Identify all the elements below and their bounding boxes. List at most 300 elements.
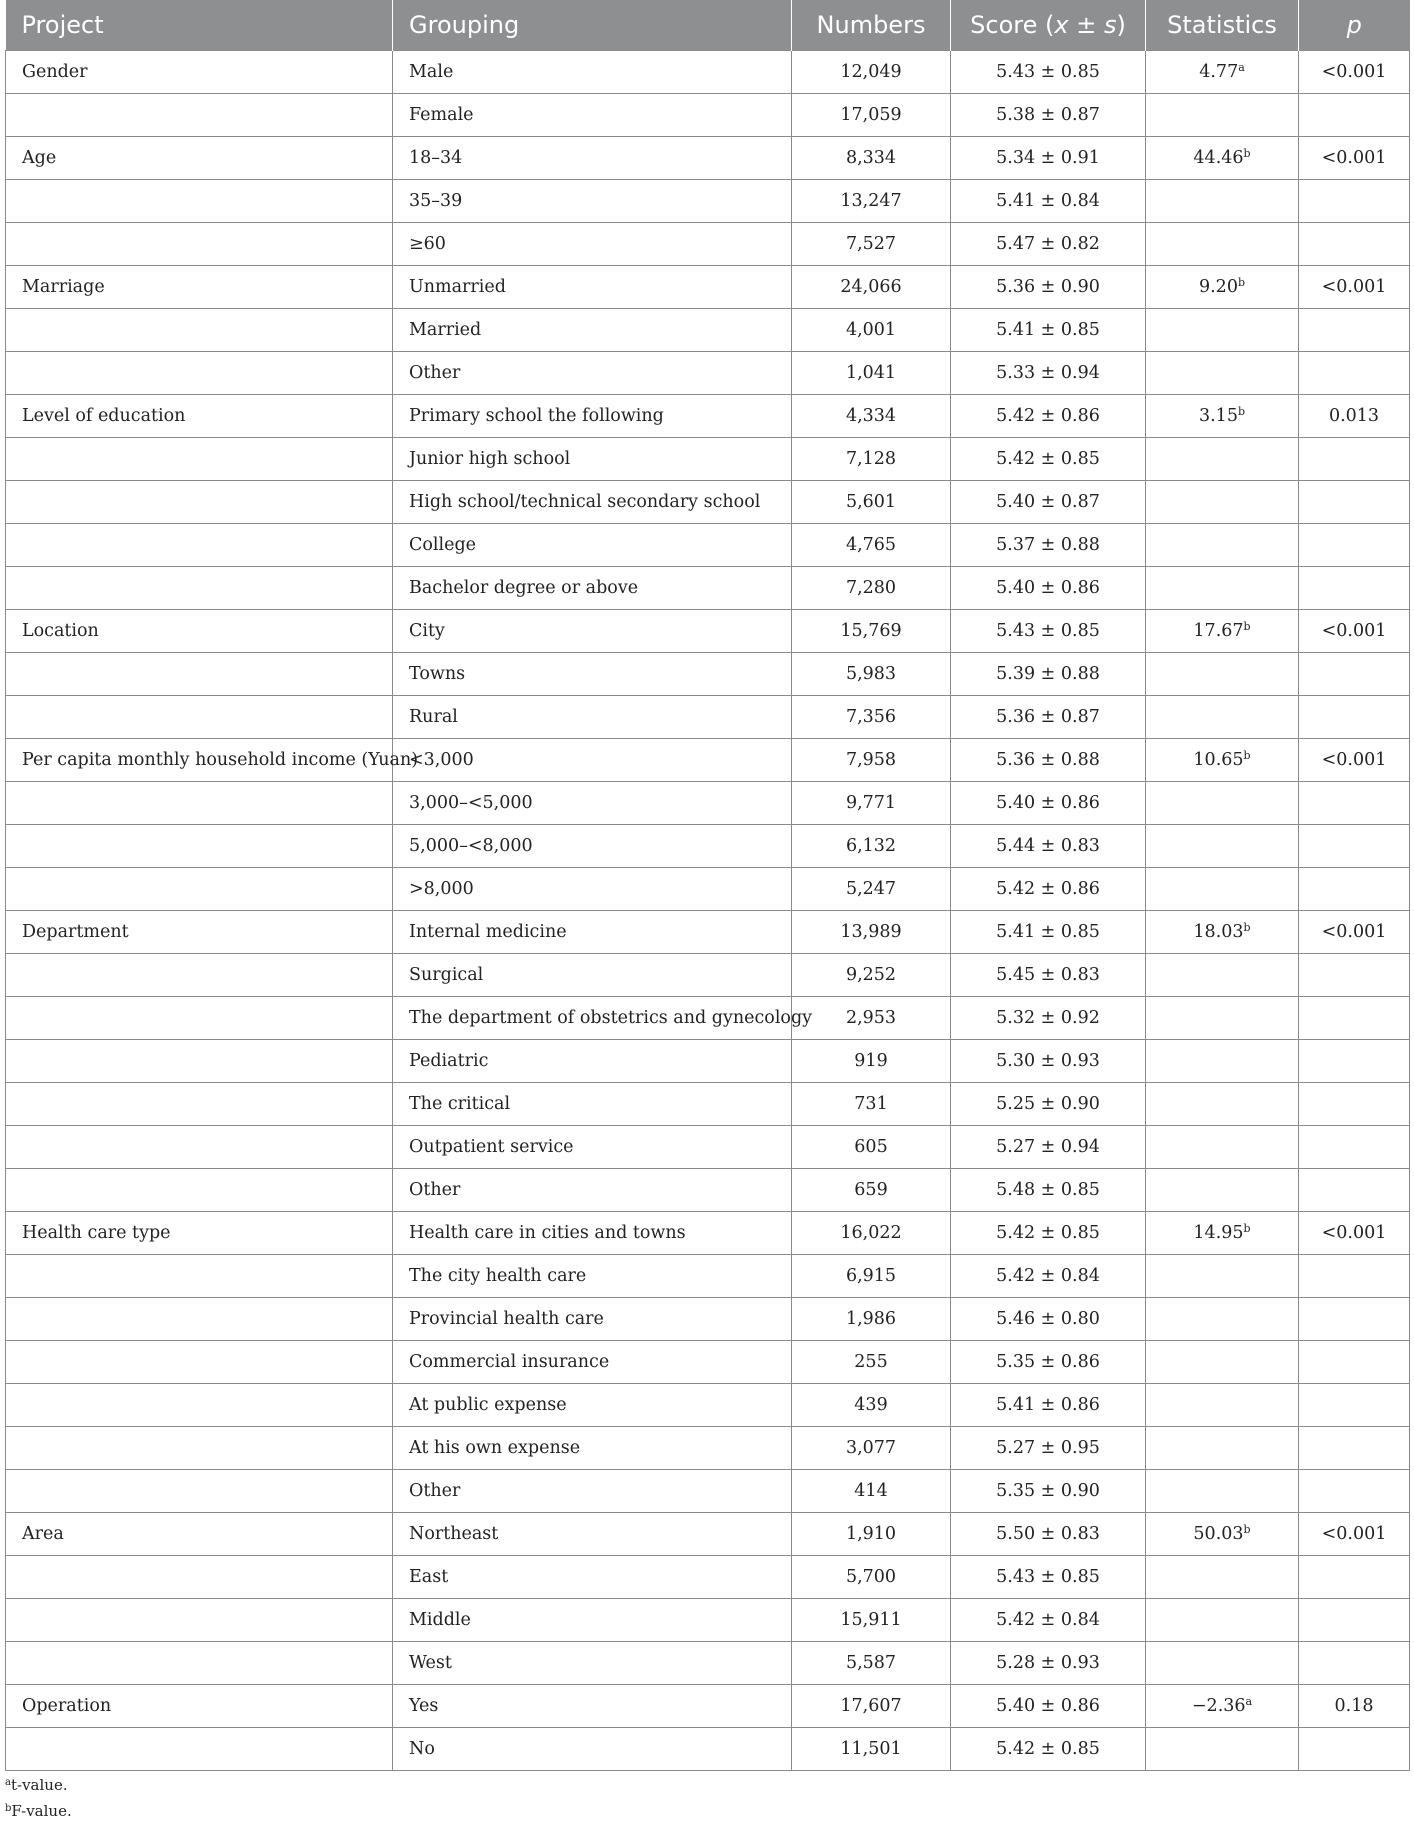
cell-project [6, 782, 393, 825]
cell-project [6, 1298, 393, 1341]
cell-statistics [1146, 1427, 1299, 1470]
cell-project [6, 1083, 393, 1126]
table-row [6, 524, 1410, 567]
cell-numbers: 5,587 [792, 1642, 951, 1685]
cell-p: <0.001 [1299, 610, 1410, 653]
table-row [6, 309, 1410, 352]
cell-p [1299, 954, 1410, 997]
cell-p [1299, 352, 1410, 395]
cell-grouping: East [393, 1556, 792, 1599]
cell-p [1299, 653, 1410, 696]
cell-project: Department [6, 911, 393, 954]
cell-p [1299, 223, 1410, 266]
cell-grouping: The city health care [393, 1255, 792, 1298]
cell-numbers: 5,247 [792, 868, 951, 911]
cell-score: 5.42 ± 0.86 [951, 868, 1146, 911]
cell-grouping: The critical [393, 1083, 792, 1126]
cell-statistics [1146, 1384, 1299, 1427]
cell-p: <0.001 [1299, 1513, 1410, 1556]
cell-project: Age [6, 137, 393, 180]
cell-grouping: 3,000–<5,000 [393, 782, 792, 825]
cell-grouping: Provincial health care [393, 1298, 792, 1341]
table-row [6, 1298, 1410, 1341]
statistics-value: 17.67 [1193, 621, 1244, 641]
cell-statistics [1146, 266, 1299, 309]
cell-grouping: High school/technical secondary school [393, 481, 792, 524]
statistics-value: 44.46 [1193, 148, 1244, 168]
cell-project [6, 1642, 393, 1685]
table-row [6, 1083, 1410, 1126]
cell-p [1299, 94, 1410, 137]
cell-project [6, 438, 393, 481]
statistics-footnote-mark: a [1238, 61, 1245, 74]
cell-score: 5.45 ± 0.83 [951, 954, 1146, 997]
cell-project [6, 352, 393, 395]
cell-numbers: 7,527 [792, 223, 951, 266]
header-grouping: Grouping [393, 0, 792, 51]
statistics-value: 4.77 [1199, 62, 1239, 82]
demographics-score-table [5, 0, 1410, 1771]
cell-grouping: <3,000 [393, 739, 792, 782]
cell-p [1299, 524, 1410, 567]
cell-project [6, 1556, 393, 1599]
cell-statistics [1146, 1083, 1299, 1126]
table-row [6, 266, 1410, 309]
header-score-mid: ± [1068, 11, 1104, 39]
table-row [6, 1728, 1410, 1771]
cell-score: 5.46 ± 0.80 [951, 1298, 1146, 1341]
cell-score: 5.38 ± 0.87 [951, 94, 1146, 137]
cell-score: 5.27 ± 0.95 [951, 1427, 1146, 1470]
cell-score: 5.42 ± 0.86 [951, 395, 1146, 438]
cell-p: 0.013 [1299, 395, 1410, 438]
cell-statistics [1146, 696, 1299, 739]
cell-grouping: The department of obstetrics and gynecology [393, 997, 792, 1040]
cell-numbers: 15,911 [792, 1599, 951, 1642]
cell-statistics [1146, 481, 1299, 524]
table-row [6, 137, 1410, 180]
cell-grouping: Bachelor degree or above [393, 567, 792, 610]
table-row [6, 567, 1410, 610]
cell-score: 5.48 ± 0.85 [951, 1169, 1146, 1212]
table-row [6, 1513, 1410, 1556]
cell-score: 5.43 ± 0.85 [951, 610, 1146, 653]
cell-project: Location [6, 610, 393, 653]
cell-score: 5.32 ± 0.92 [951, 997, 1146, 1040]
cell-score: 5.36 ± 0.87 [951, 696, 1146, 739]
cell-numbers: 6,132 [792, 825, 951, 868]
cell-numbers: 2,953 [792, 997, 951, 1040]
cell-grouping: 18–34 [393, 137, 792, 180]
cell-grouping: At his own expense [393, 1427, 792, 1470]
cell-score: 5.42 ± 0.85 [951, 438, 1146, 481]
cell-statistics [1146, 1212, 1299, 1255]
cell-p [1299, 1126, 1410, 1169]
cell-statistics [1146, 868, 1299, 911]
table-row [6, 94, 1410, 137]
cell-score: 5.42 ± 0.84 [951, 1255, 1146, 1298]
header-numbers: Numbers [792, 0, 951, 51]
cell-p [1299, 1255, 1410, 1298]
cell-project [6, 1427, 393, 1470]
cell-grouping: Health care in cities and towns [393, 1212, 792, 1255]
cell-statistics [1146, 567, 1299, 610]
cell-statistics [1146, 1599, 1299, 1642]
statistics-value: 50.03 [1193, 1524, 1244, 1544]
cell-statistics [1146, 997, 1299, 1040]
cell-p [1299, 997, 1410, 1040]
statistics-footnote-mark: b [1243, 620, 1251, 633]
cell-grouping: No [393, 1728, 792, 1771]
footnote-text: t-value. [10, 1776, 68, 1794]
cell-project: Operation [6, 1685, 393, 1728]
footnote-mark: a [5, 1777, 11, 1788]
cell-p [1299, 1298, 1410, 1341]
cell-numbers: 4,765 [792, 524, 951, 567]
statistics-value: 3.15 [1198, 406, 1238, 426]
cell-score: 5.40 ± 0.86 [951, 782, 1146, 825]
table-row [6, 868, 1410, 911]
cell-grouping: >8,000 [393, 868, 792, 911]
cell-project [6, 1126, 393, 1169]
table-row [6, 1599, 1410, 1642]
cell-numbers: 9,252 [792, 954, 951, 997]
cell-p [1299, 1384, 1410, 1427]
cell-grouping: 35–39 [393, 180, 792, 223]
cell-statistics [1146, 610, 1299, 653]
cell-score: 5.41 ± 0.84 [951, 180, 1146, 223]
cell-numbers: 7,128 [792, 438, 951, 481]
cell-statistics [1146, 1298, 1299, 1341]
cell-p [1299, 782, 1410, 825]
cell-numbers: 3,077 [792, 1427, 951, 1470]
cell-numbers: 5,700 [792, 1556, 951, 1599]
cell-numbers: 17,607 [792, 1685, 951, 1728]
cell-statistics [1146, 1470, 1299, 1513]
cell-numbers: 7,958 [792, 739, 951, 782]
cell-project: Level of education [6, 395, 393, 438]
cell-project: Marriage [6, 266, 393, 309]
cell-p [1299, 1169, 1410, 1212]
cell-grouping: Middle [393, 1599, 792, 1642]
cell-grouping: Unmarried [393, 266, 792, 309]
cell-numbers: 919 [792, 1040, 951, 1083]
cell-statistics [1146, 1556, 1299, 1599]
cell-p [1299, 1427, 1410, 1470]
cell-statistics [1146, 395, 1299, 438]
cell-project [6, 180, 393, 223]
statistics-footnote-mark: b [1243, 147, 1251, 160]
table-row [6, 1685, 1410, 1728]
cell-numbers: 9,771 [792, 782, 951, 825]
cell-numbers: 5,983 [792, 653, 951, 696]
table-row [6, 1384, 1410, 1427]
cell-p [1299, 868, 1410, 911]
table-row [6, 739, 1410, 782]
cell-score: 5.43 ± 0.85 [951, 51, 1146, 94]
cell-grouping: College [393, 524, 792, 567]
table-row [6, 1642, 1410, 1685]
cell-project [6, 524, 393, 567]
cell-statistics [1146, 352, 1299, 395]
cell-score: 5.30 ± 0.93 [951, 1040, 1146, 1083]
header-score [951, 0, 1146, 51]
cell-score: 5.42 ± 0.85 [951, 1212, 1146, 1255]
cell-grouping: Yes [393, 1685, 792, 1728]
cell-grouping: Female [393, 94, 792, 137]
table-row [6, 180, 1410, 223]
cell-statistics [1146, 438, 1299, 481]
cell-score: 5.47 ± 0.82 [951, 223, 1146, 266]
statistics-footnote-mark: b [1237, 405, 1245, 418]
statistics-footnote-mark: b [1243, 749, 1251, 762]
cell-grouping: Junior high school [393, 438, 792, 481]
cell-statistics [1146, 1126, 1299, 1169]
cell-statistics [1146, 137, 1299, 180]
cell-statistics [1146, 954, 1299, 997]
table-row [6, 954, 1410, 997]
cell-project [6, 696, 393, 739]
cell-numbers: 13,989 [792, 911, 951, 954]
table-row [6, 610, 1410, 653]
cell-p: <0.001 [1299, 1212, 1410, 1255]
cell-score: 5.35 ± 0.90 [951, 1470, 1146, 1513]
cell-grouping: At public expense [393, 1384, 792, 1427]
cell-statistics [1146, 1255, 1299, 1298]
cell-grouping: Other [393, 352, 792, 395]
table-row [6, 223, 1410, 266]
table-row [6, 653, 1410, 696]
cell-grouping: Primary school the following [393, 395, 792, 438]
table-row [6, 1040, 1410, 1083]
cell-statistics [1146, 1341, 1299, 1384]
cell-numbers: 605 [792, 1126, 951, 1169]
cell-statistics [1146, 51, 1299, 94]
statistics-footnote-mark: b [1243, 1222, 1251, 1235]
table-row [6, 696, 1410, 739]
cell-numbers: 24,066 [792, 266, 951, 309]
cell-statistics [1146, 94, 1299, 137]
cell-score: 5.37 ± 0.88 [951, 524, 1146, 567]
cell-p: <0.001 [1299, 739, 1410, 782]
statistics-value: 18.03 [1193, 922, 1244, 942]
cell-statistics [1146, 825, 1299, 868]
table-container [5, 0, 1409, 1771]
table-row [6, 1341, 1410, 1384]
cell-p: 0.18 [1299, 1685, 1410, 1728]
header-score-prefix: Score ( [970, 11, 1055, 39]
cell-numbers: 13,247 [792, 180, 951, 223]
cell-p [1299, 1728, 1410, 1771]
table-row [6, 352, 1410, 395]
cell-numbers: 17,059 [792, 94, 951, 137]
cell-project [6, 954, 393, 997]
cell-project [6, 868, 393, 911]
cell-grouping: 5,000–<8,000 [393, 825, 792, 868]
cell-project [6, 1384, 393, 1427]
table-row [6, 1169, 1410, 1212]
cell-p [1299, 1083, 1410, 1126]
cell-score: 5.41 ± 0.86 [951, 1384, 1146, 1427]
cell-project [6, 94, 393, 137]
cell-p: <0.001 [1299, 137, 1410, 180]
cell-p [1299, 309, 1410, 352]
cell-project [6, 1341, 393, 1384]
cell-project [6, 825, 393, 868]
cell-numbers: 6,915 [792, 1255, 951, 1298]
cell-project [6, 1169, 393, 1212]
cell-grouping: Other [393, 1169, 792, 1212]
table-row [6, 51, 1410, 94]
cell-statistics [1146, 223, 1299, 266]
table-row [6, 1470, 1410, 1513]
cell-numbers: 16,022 [792, 1212, 951, 1255]
table-row [6, 1556, 1410, 1599]
statistics-footnote-mark: b [1243, 1523, 1251, 1536]
table-row [6, 481, 1410, 524]
cell-p [1299, 1642, 1410, 1685]
cell-project [6, 1255, 393, 1298]
header-p [1299, 0, 1410, 51]
cell-p [1299, 438, 1410, 481]
cell-numbers: 12,049 [792, 51, 951, 94]
cell-grouping: Other [393, 1470, 792, 1513]
statistics-value: 14.95 [1193, 1223, 1244, 1243]
cell-numbers: 659 [792, 1169, 951, 1212]
cell-p [1299, 1040, 1410, 1083]
table-row [6, 395, 1410, 438]
cell-numbers: 731 [792, 1083, 951, 1126]
statistics-footnote-mark: a [1245, 1695, 1253, 1708]
cell-score: 5.42 ± 0.85 [951, 1728, 1146, 1771]
footnote-mark: b [5, 1803, 12, 1814]
cell-project [6, 309, 393, 352]
cell-numbers: 255 [792, 1341, 951, 1384]
cell-score: 5.41 ± 0.85 [951, 309, 1146, 352]
cell-statistics [1146, 524, 1299, 567]
cell-score: 5.33 ± 0.94 [951, 352, 1146, 395]
cell-score: 5.40 ± 0.87 [951, 481, 1146, 524]
cell-project: Area [6, 1513, 393, 1556]
cell-score: 5.39 ± 0.88 [951, 653, 1146, 696]
header-project: Project [6, 0, 393, 51]
cell-score: 5.28 ± 0.93 [951, 1642, 1146, 1685]
cell-numbers: 7,280 [792, 567, 951, 610]
cell-project [6, 567, 393, 610]
cell-numbers: 8,334 [792, 137, 951, 180]
cell-score: 5.43 ± 0.85 [951, 1556, 1146, 1599]
cell-grouping: Married [393, 309, 792, 352]
statistics-footnote-mark: b [1237, 276, 1245, 289]
cell-numbers: 1,986 [792, 1298, 951, 1341]
cell-statistics [1146, 1642, 1299, 1685]
cell-p [1299, 481, 1410, 524]
cell-p: <0.001 [1299, 51, 1410, 94]
cell-score: 5.25 ± 0.90 [951, 1083, 1146, 1126]
cell-project [6, 1470, 393, 1513]
cell-p [1299, 180, 1410, 223]
table-row [6, 825, 1410, 868]
header-score-suffix: ) [1116, 11, 1126, 39]
table-row [6, 438, 1410, 481]
cell-grouping: Surgical [393, 954, 792, 997]
cell-project [6, 997, 393, 1040]
cell-grouping: West [393, 1642, 792, 1685]
cell-score: 5.36 ± 0.90 [951, 266, 1146, 309]
cell-grouping: Towns [393, 653, 792, 696]
table-row [6, 1212, 1410, 1255]
cell-statistics [1146, 1040, 1299, 1083]
cell-project: Per capita monthly household income (Yuan) [6, 739, 393, 782]
cell-score: 5.41 ± 0.85 [951, 911, 1146, 954]
cell-score: 5.36 ± 0.88 [951, 739, 1146, 782]
statistics-value: 9.20 [1198, 277, 1238, 297]
table-row [6, 997, 1410, 1040]
header-score-x: x [1054, 11, 1069, 39]
cell-numbers: 4,334 [792, 395, 951, 438]
cell-score: 5.40 ± 0.86 [951, 567, 1146, 610]
cell-score: 5.40 ± 0.86 [951, 1685, 1146, 1728]
cell-statistics [1146, 309, 1299, 352]
table-row [6, 782, 1410, 825]
table-row [6, 1126, 1410, 1169]
cell-numbers: 414 [792, 1470, 951, 1513]
cell-numbers: 1,041 [792, 352, 951, 395]
cell-numbers: 439 [792, 1384, 951, 1427]
cell-project [6, 481, 393, 524]
cell-project: Gender [6, 51, 393, 94]
cell-p [1299, 567, 1410, 610]
statistics-value: 10.65 [1193, 750, 1244, 770]
cell-project [6, 1728, 393, 1771]
cell-score: 5.50 ± 0.83 [951, 1513, 1146, 1556]
header-row [6, 0, 1410, 51]
statistics-value: −2.36 [1191, 1696, 1246, 1716]
cell-project: Health care type [6, 1212, 393, 1255]
table-header [6, 0, 1410, 51]
cell-p [1299, 1599, 1410, 1642]
table-row [6, 1427, 1410, 1470]
cell-p [1299, 696, 1410, 739]
cell-p [1299, 1556, 1410, 1599]
cell-statistics [1146, 782, 1299, 825]
cell-numbers: 11,501 [792, 1728, 951, 1771]
cell-p [1299, 1341, 1410, 1384]
footnote-text: F-value. [11, 1802, 72, 1820]
cell-statistics [1146, 653, 1299, 696]
cell-score: 5.44 ± 0.83 [951, 825, 1146, 868]
cell-grouping: Rural [393, 696, 792, 739]
statistics-footnote-mark: b [1243, 921, 1251, 934]
cell-project [6, 653, 393, 696]
cell-score: 5.27 ± 0.94 [951, 1126, 1146, 1169]
cell-p [1299, 1470, 1410, 1513]
cell-grouping: Outpatient service [393, 1126, 792, 1169]
cell-statistics [1146, 1513, 1299, 1556]
cell-numbers: 15,769 [792, 610, 951, 653]
cell-statistics [1146, 1728, 1299, 1771]
cell-statistics [1146, 911, 1299, 954]
cell-numbers: 1,910 [792, 1513, 951, 1556]
cell-score: 5.42 ± 0.84 [951, 1599, 1146, 1642]
cell-grouping: ≥60 [393, 223, 792, 266]
cell-p: <0.001 [1299, 266, 1410, 309]
cell-p [1299, 825, 1410, 868]
header-p-label: p [1346, 11, 1362, 39]
cell-statistics [1146, 1169, 1299, 1212]
cell-project [6, 223, 393, 266]
cell-grouping: Male [393, 51, 792, 94]
